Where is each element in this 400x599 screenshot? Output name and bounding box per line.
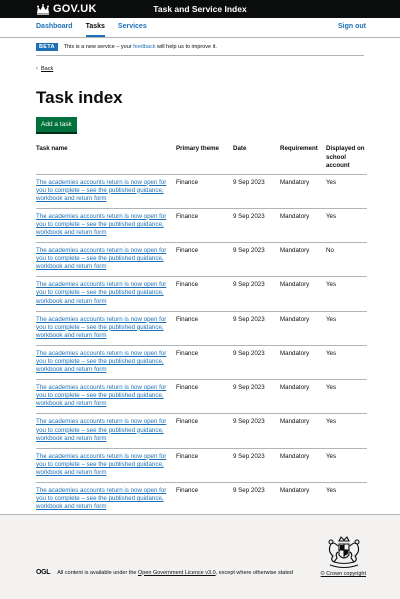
cell-displayed-on-school-account: Yes (326, 345, 367, 379)
cell-date: 9 Sep 2023 (233, 345, 280, 379)
chevron-left-icon: ‹ (36, 66, 38, 72)
table-row (36, 483, 367, 517)
task-name-link[interactable]: The academies accounts return is now open for you to complete – see the published guidance, workbook and return form (36, 315, 167, 339)
cell-date: 9 Sep 2023 (233, 448, 280, 482)
cell-task-name (36, 174, 176, 208)
cell-requirement: Mandatory (280, 243, 326, 277)
cell-primary-theme: Finance (176, 277, 233, 311)
open-government-licence-link[interactable]: Open Government Licence v3.0 (137, 569, 216, 576)
table-row (36, 448, 367, 482)
cell-requirement: Mandatory (280, 345, 326, 379)
logo-text: GOV.UK (53, 3, 97, 15)
copyright (321, 571, 366, 577)
cell-displayed-on-school-account: Yes (326, 483, 367, 517)
cell-task-name (36, 448, 176, 482)
cell-primary-theme: Finance (176, 414, 233, 448)
cell-primary-theme: Finance (176, 243, 233, 277)
cell-date: 9 Sep 2023 (233, 380, 280, 414)
page-title: Task index (36, 88, 123, 107)
cell-requirement: Mandatory (280, 311, 326, 345)
cell-task-name (36, 414, 176, 448)
task-name-link[interactable]: The academies accounts return is now open for you to complete – see the published guidance, workbook and return form (36, 212, 167, 236)
cell-requirement: Mandatory (280, 414, 326, 448)
nav-item-tasks[interactable]: Tasks (86, 23, 105, 37)
cell-displayed-on-school-account: Yes (326, 174, 367, 208)
ogl-logo-icon: OGL (36, 569, 51, 576)
phase-banner (36, 38, 364, 56)
licence-text-before: All content is available under the (57, 569, 138, 576)
beta-tag: BETA (36, 43, 58, 51)
service-name[interactable]: Task and Service Index (153, 4, 247, 14)
cell-task-name (36, 345, 176, 379)
cell-date: 9 Sep 2023 (233, 243, 280, 277)
phase-banner-text (64, 44, 217, 50)
table-row (36, 414, 367, 448)
cell-task-name (36, 277, 176, 311)
table-row (36, 243, 367, 277)
column-header-requirement: Requirement (280, 143, 326, 174)
cell-requirement: Mandatory (280, 483, 326, 517)
cell-primary-theme: Finance (176, 345, 233, 379)
cell-date: 9 Sep 2023 (233, 277, 280, 311)
cell-requirement: Mandatory (280, 208, 326, 242)
cell-displayed-on-school-account: No (326, 243, 367, 277)
column-header-date: Date (233, 143, 280, 174)
task-name-link[interactable]: The academies accounts return is now open for you to complete – see the published guidance, workbook and return form (36, 384, 167, 408)
cell-task-name (36, 311, 176, 345)
cell-requirement: Mandatory (280, 448, 326, 482)
cell-requirement: Mandatory (280, 380, 326, 414)
cell-displayed-on-school-account: Yes (326, 380, 367, 414)
task-name-link[interactable]: The academies accounts return is now open for you to complete – see the published guidance, workbook and return form (36, 452, 167, 476)
cell-date: 9 Sep 2023 (233, 174, 280, 208)
site-footer (0, 514, 400, 599)
task-name-link[interactable]: The academies accounts return is now open for you to complete – see the published guidance, workbook and return form (36, 281, 167, 305)
licence-text (57, 570, 293, 576)
table-row (36, 345, 367, 379)
table-row (36, 208, 367, 242)
cell-date: 9 Sep 2023 (233, 483, 280, 517)
cell-displayed-on-school-account: Yes (326, 277, 367, 311)
cell-primary-theme: Finance (176, 311, 233, 345)
task-name-link[interactable]: The academies accounts return is now open for you to complete – see the published guidance, workbook and return form (36, 349, 167, 374)
nav-item-services[interactable]: Services (117, 23, 147, 30)
cell-displayed-on-school-account: Yes (326, 208, 367, 242)
site-header (0, 0, 400, 18)
cell-task-name (36, 380, 176, 414)
task-table (36, 143, 367, 517)
table-row (36, 277, 367, 311)
sign-out-link[interactable]: Sign out (338, 23, 366, 30)
primary-navigation (0, 18, 400, 38)
table-row (36, 311, 367, 345)
column-header-displayed: Displayed on school account (326, 143, 367, 174)
phase-text-before: This is a new service – your (63, 44, 134, 50)
cell-displayed-on-school-account: Yes (326, 414, 367, 448)
cell-displayed-on-school-account: Yes (326, 448, 367, 482)
task-name-link[interactable]: The academies accounts return is now open for you to complete – see the published guidance, workbook and return form (36, 418, 167, 442)
cell-date: 9 Sep 2023 (233, 414, 280, 448)
cell-primary-theme: Finance (176, 380, 233, 414)
cell-task-name (36, 208, 176, 242)
table-row (36, 174, 367, 208)
table-header-row (36, 143, 367, 174)
column-header-task-name: Task name (36, 143, 176, 174)
back-link-container (36, 64, 364, 74)
table-body (36, 174, 367, 517)
cell-displayed-on-school-account: Yes (326, 311, 367, 345)
add-task-button[interactable]: Add a task (36, 117, 77, 132)
nav-item-dashboard[interactable]: Dashboard (36, 23, 73, 30)
cell-task-name (36, 243, 176, 277)
cell-date: 9 Sep 2023 (233, 311, 280, 345)
task-name-link[interactable]: The academies accounts return is now open for you to complete – see the published guidance, workbook and return form (36, 487, 167, 511)
task-name-link[interactable]: The academies accounts return is now open for you to complete – see the published guidance, workbook and return form (36, 178, 167, 202)
licence-text-after: , except where otherwise stated (215, 569, 293, 576)
licence-statement (36, 569, 293, 576)
task-name-link[interactable]: The academies accounts return is now open for you to complete – see the published guidance, workbook and return form (36, 247, 167, 271)
table-row (36, 380, 367, 414)
cell-requirement: Mandatory (280, 277, 326, 311)
crown-copyright-link[interactable]: © Crown copyright (320, 571, 366, 577)
cell-primary-theme: Finance (176, 483, 233, 517)
back-link[interactable]: Back (41, 66, 54, 72)
feedback-link[interactable]: feedback (133, 44, 156, 50)
column-header-primary-theme: Primary theme (176, 143, 233, 174)
cell-primary-theme: Finance (176, 208, 233, 242)
cell-date: 9 Sep 2023 (233, 208, 280, 242)
cell-primary-theme: Finance (176, 174, 233, 208)
cell-primary-theme: Finance (176, 448, 233, 482)
service-name-container (0, 4, 400, 14)
phase-text-after: will help us to improve it. (155, 44, 217, 50)
cell-task-name (36, 483, 176, 517)
cell-requirement: Mandatory (280, 174, 326, 208)
